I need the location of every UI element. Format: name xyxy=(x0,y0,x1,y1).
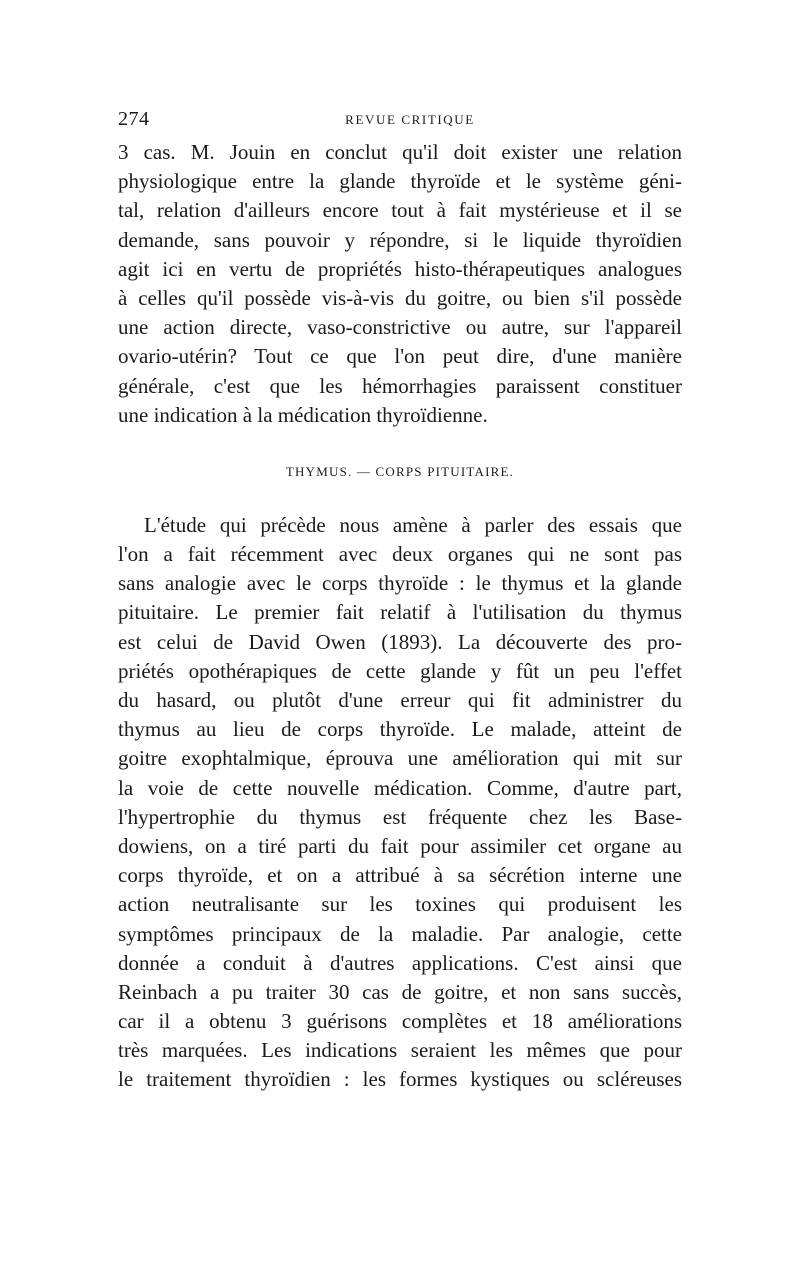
text-line: est celui de David Owen (1893). La découverte des pro- xyxy=(118,629,682,654)
text-line: la voie de cette nouvelle médication. Comme, d'autre part, xyxy=(118,775,682,800)
section-title: THYMUS. — CORPS PITUITAIRE. xyxy=(285,463,515,479)
text-line: action neutralisante sur les toxines qui produisent les xyxy=(118,892,682,917)
text-line: physiologique entre la glande thyroïde et le système géni- xyxy=(118,169,682,194)
text-line: goitre exophtalmique, éprouva une amélioration qui mit sur xyxy=(118,746,682,771)
text-line: donnée a conduit à d'autres applications. C'est ainsi que xyxy=(118,950,682,975)
paragraph-thymus xyxy=(118,511,682,1095)
text-line: sans analogie avec le corps thyroïde : le thymus et la glande xyxy=(118,571,682,596)
text-line: générale, c'est que les hémorrhagies paraissent constituer xyxy=(118,373,682,398)
text-line: demande, sans pouvoir y répondre, si le liquide thyroïdien xyxy=(118,227,682,252)
text-line: ovario-utérin? Tout ce que l'on peut dire, d'une manière xyxy=(118,344,682,369)
page-number: 274 xyxy=(118,108,150,130)
text-line: une action directe, vaso-constrictive ou autre, sur l'appareil xyxy=(118,315,682,340)
text-line: à celles qu'il possède vis-à-vis du goitre, ou bien s'il possède xyxy=(118,285,682,310)
text-line: une indication à la médication thyroïdienne. xyxy=(118,402,488,427)
running-head: REVUE CRITIQUE xyxy=(345,112,475,127)
book-page xyxy=(118,108,682,1095)
text-line: corps thyroïde, et on a attribué à sa sécrétion interne une xyxy=(118,863,682,888)
text-line: tal, relation d'ailleurs encore tout à fait mystérieuse et il se xyxy=(118,198,682,223)
text-line: car il a obtenu 3 guérisons complètes et 18 améliorations xyxy=(118,1009,682,1034)
text-line: pituitaire. Le premier fait relatif à l'utilisation du thymus xyxy=(118,600,682,625)
text-line: priétés opothérapiques de cette glande y fût un peu l'effet xyxy=(118,658,682,683)
text-line: le traitement thyroïdien : les formes kystiques ou scléreuses xyxy=(118,1067,682,1092)
text-line: du hasard, ou plutôt d'une erreur qui fit administrer du xyxy=(118,688,682,712)
paragraph-continuation xyxy=(118,138,682,430)
text-line: Reinbach a pu traiter 30 cas de goitre, et non sans succès, xyxy=(118,979,682,1004)
page-header xyxy=(118,108,682,138)
text-line: thymus au lieu de corps thyroïde. Le malade, atteint de xyxy=(118,717,682,742)
text-line: 3 cas. M. Jouin en conclut qu'il doit exister une relation xyxy=(118,140,682,164)
text-line: l'on a fait récemment avec deux organes qui ne sont pas xyxy=(118,542,682,567)
text-line: L'étude qui précède nous amène à parler des essais que xyxy=(144,512,682,537)
text-line: symptômes principaux de la maladie. Par analogie, cette xyxy=(118,921,682,946)
text-line: très marquées. Les indications seraient les mêmes que pour xyxy=(118,1038,682,1063)
text-line: agit ici en vertu de propriétés histo-thérapeutiques analogues xyxy=(118,256,682,281)
text-line: l'hypertrophie du thymus est fréquente chez les Base- xyxy=(118,804,682,829)
text-line: dowiens, on a tiré parti du fait pour assimiler cet organe au xyxy=(118,833,682,858)
